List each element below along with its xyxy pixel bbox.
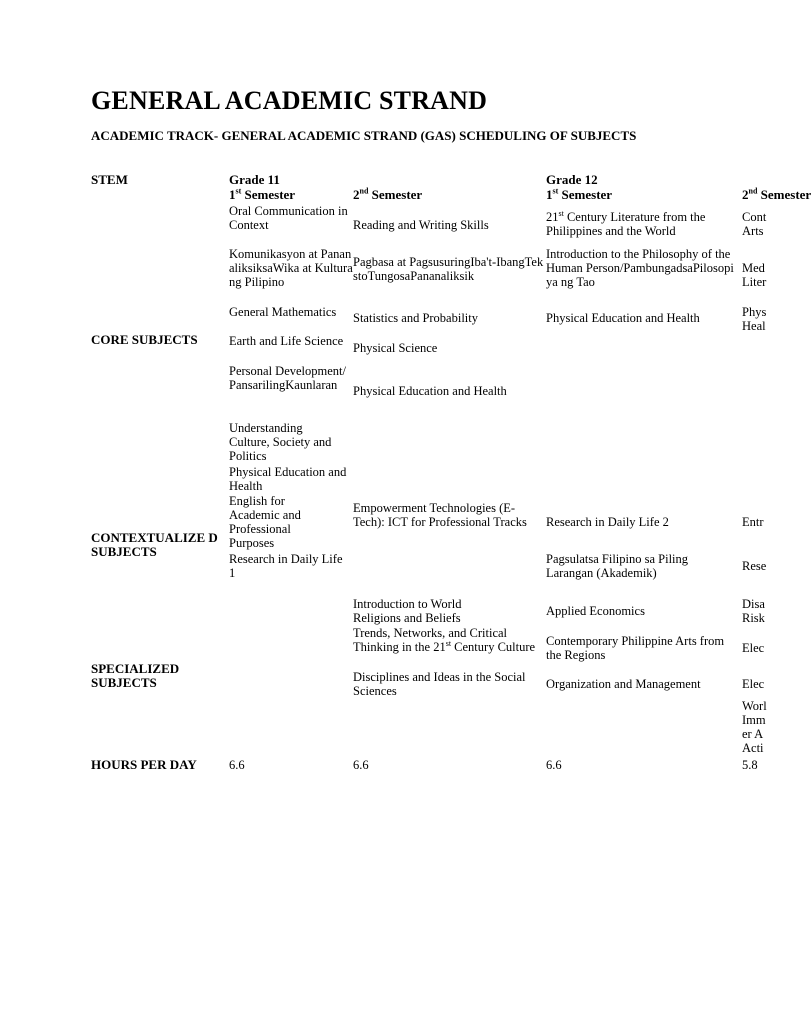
- subject-organization-management: Organization and Management: [546, 677, 701, 691]
- subject-pe-g11s2: Physical Education and Health: [353, 384, 507, 398]
- subject-earth-life-science: Earth and Life Science: [229, 334, 344, 348]
- subject-pagsulat: Pagsulatsa Filipino sa Piling Larangan (Akademik): [546, 552, 689, 580]
- subject-statistics-probability: Statistics and Probability: [353, 311, 478, 325]
- stem-header: STEM: [91, 172, 128, 187]
- hours-g12-sem1: 6.6: [546, 758, 562, 772]
- hours-g11-sem1: 6.6: [229, 758, 245, 772]
- g12s2-cell-5: Rese: [742, 559, 767, 573]
- grade12-sem2-header: 2nd Semester: [742, 186, 811, 202]
- subject-research-daily-life-2: Research in Daily Life 2: [546, 515, 669, 529]
- specialized-subjects-label: SPECIALIZED SUBJECTS: [91, 661, 180, 690]
- document-subtitle: ACADEMIC TRACK- GENERAL ACADEMIC STRAND (GAS) SCHEDULING OF SUBJECTS: [91, 128, 637, 143]
- g12s2-cell-4: Entr: [742, 515, 764, 529]
- grade11-sem2-header: 2nd Semester: [353, 186, 423, 202]
- subject-21st-century-literature: 21st Century Literature from the Philippines and the World: [546, 208, 706, 238]
- g12s2-cell-6: Disa Risk: [742, 597, 765, 625]
- hours-g12-sem2: 5.8: [742, 758, 758, 772]
- subject-applied-economics: Applied Economics: [546, 604, 645, 618]
- document-title: GENERAL ACADEMIC STRAND: [91, 86, 488, 115]
- g12s2-cell-2: Med Liter: [742, 261, 767, 289]
- grade11-sem1-header: 1st Semester: [229, 186, 296, 202]
- core-subjects-label: CORE SUBJECTS: [91, 332, 198, 347]
- subject-physical-science: Physical Science: [353, 341, 438, 355]
- subject-personal-development: Personal Development/ PansarilingKaunlaran: [229, 364, 346, 392]
- g12s2-cell-1: Cont Arts: [742, 210, 767, 238]
- subject-research-daily-life-1: Research in Daily Life 1: [229, 552, 343, 580]
- contextualized-subjects-label: CONTEXTUALIZE D SUBJECTS: [91, 530, 218, 559]
- subject-general-mathematics: General Mathematics: [229, 305, 337, 319]
- hours-per-day-label: HOURS PER DAY: [91, 757, 197, 772]
- subject-oral-communication: Oral Communication in Context: [229, 204, 348, 232]
- g12s2-cell-8: Elec: [742, 677, 765, 691]
- subject-reading-writing: Reading and Writing Skills: [353, 218, 489, 232]
- subject-disciplines-social-sciences: Disciplines and Ideas in the Social Sciences: [353, 670, 526, 698]
- grade12-sem1-header: 1st Semester: [546, 186, 613, 202]
- subject-ucsp: Understanding Culture, Society and Politics: [229, 421, 332, 463]
- subject-komunikasyon: Komunikasyon at PananaliksiksaWika at Kulturang Pilipino: [229, 247, 353, 289]
- subject-philosophy-human-person: Introduction to the Philosophy of the Human Person/PambungadsaPilosopiya ng Tao: [546, 247, 734, 289]
- hours-g11-sem2: 6.6: [353, 758, 369, 772]
- subject-pe-g11s1: Physical Education and Health: [229, 465, 347, 493]
- g12s2-cell-7: Elec: [742, 641, 765, 655]
- subject-world-religions: Introduction to World Religions and Beliefs: [353, 597, 462, 625]
- g12s2-cell-9: Worl Imm er A Acti: [742, 699, 767, 755]
- subject-empowerment-technologies: Empowerment Technologies (E-Tech): ICT for Professional Tracks: [353, 501, 527, 529]
- subject-trends-networks: Trends, Networks, and Critical Thinking in the 21st Century Culture: [353, 626, 536, 654]
- subject-pagbasa: Pagbasa at PagsusuringIba't-IbangTekstoTungosaPananaliksik: [353, 255, 544, 283]
- subject-contemporary-arts: Contemporary Philippine Arts from the Regions: [546, 634, 725, 662]
- subject-pe-g12s1: Physical Education and Health: [546, 311, 700, 325]
- grade11-header: Grade 11: [229, 172, 280, 187]
- grade12-header: Grade 12: [546, 172, 598, 187]
- subject-english-academic: English for Academic and Professional Purposes: [229, 494, 301, 550]
- g12s2-cell-3: Phys Heal: [742, 305, 767, 333]
